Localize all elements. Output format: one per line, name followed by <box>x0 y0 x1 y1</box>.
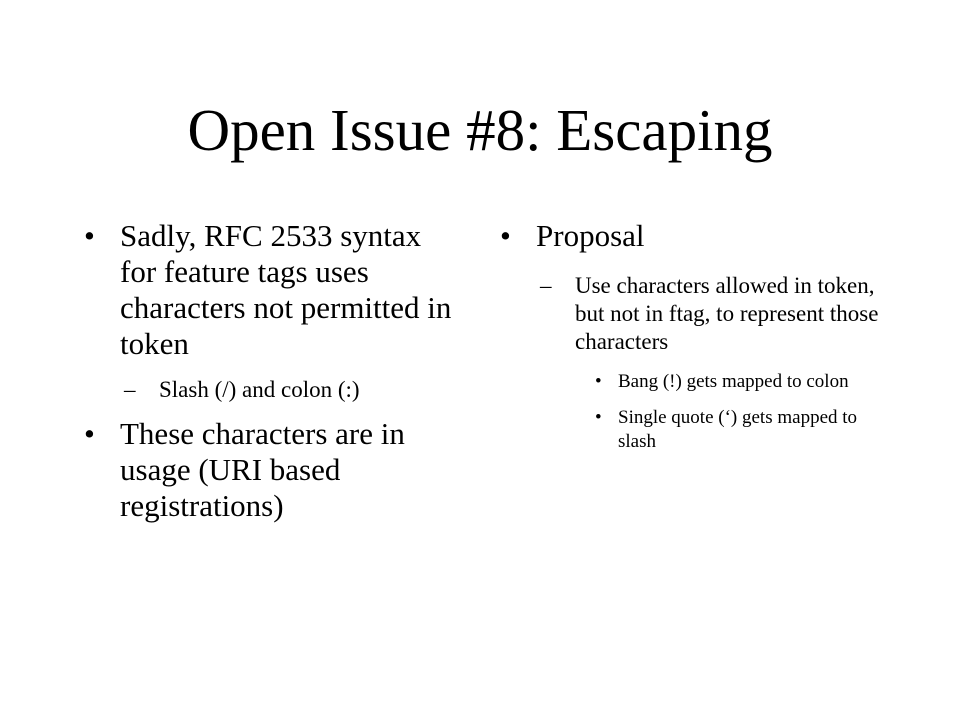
bullet-usage <box>84 416 464 524</box>
subsubbullet-bang <box>500 370 880 394</box>
bullet-text: Proposal <box>536 218 645 253</box>
subsubbullet-text: Single quote (‘) gets mapped to slash <box>618 407 858 452</box>
bullet-marker: • <box>84 416 95 451</box>
subbullet-text: Slash (/) and colon (:) <box>159 377 360 402</box>
bullet-text: These characters are in usage (URI based registrations) <box>120 416 405 523</box>
right-column <box>500 218 880 454</box>
bullet-proposal <box>500 218 880 254</box>
left-column <box>84 218 464 524</box>
subsubbullet-text: Bang (!) gets mapped to colon <box>618 371 849 392</box>
bullet-marker: • <box>595 371 602 392</box>
bullet-marker: • <box>595 407 602 428</box>
slide-title: Open Issue #8: Escaping <box>187 97 773 163</box>
subsubbullet-single-quote <box>500 406 880 454</box>
dash-marker: – <box>540 273 552 298</box>
subbullet-use-characters <box>500 272 880 356</box>
bullet-sadly <box>84 218 464 362</box>
subbullet-text: Use characters allowed in token, but not in ftag, to represent those characters <box>575 273 879 354</box>
dash-marker: – <box>124 377 136 402</box>
bullet-text: Sadly, RFC 2533 syntax for feature tags uses characters not permitted in token <box>120 218 452 361</box>
bullet-marker: • <box>84 218 95 253</box>
bullet-marker: • <box>500 218 511 253</box>
subbullet-slash-colon <box>84 376 464 404</box>
